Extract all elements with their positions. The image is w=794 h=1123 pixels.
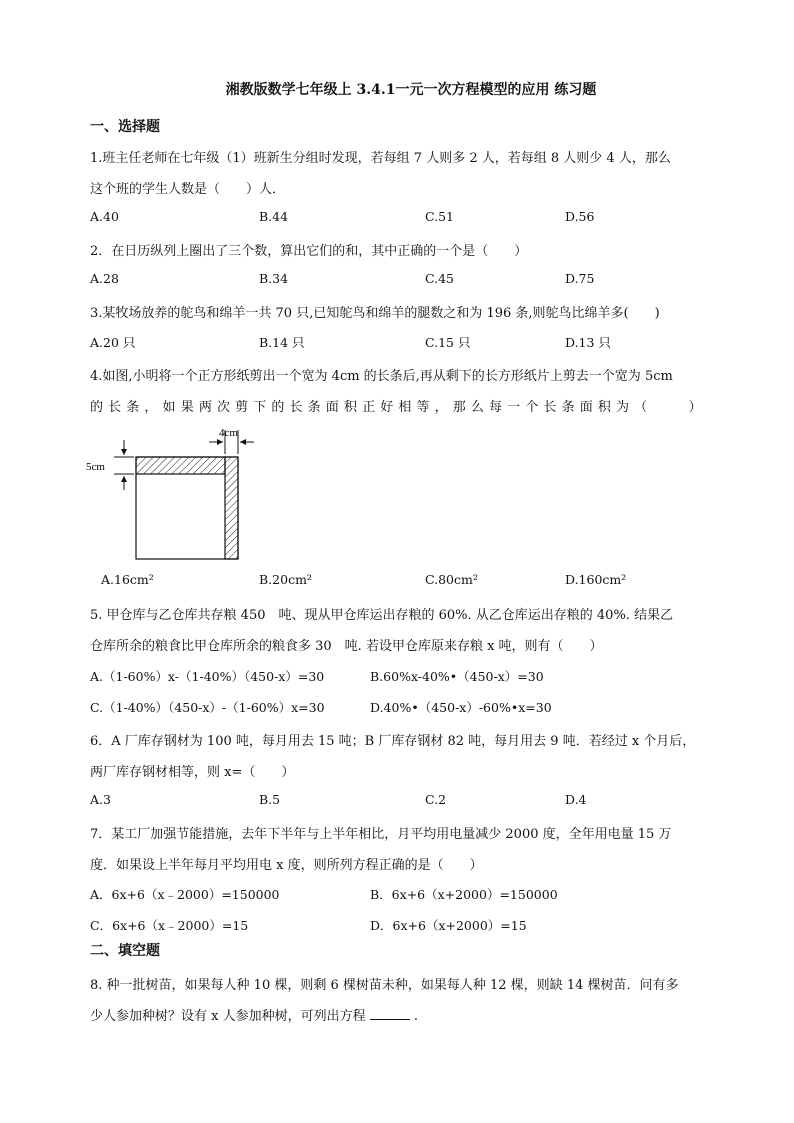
section-heading-fill: 二、填空题: [90, 943, 160, 959]
question-4-line-1: 4.如图,小明将一个正方形纸剪出一个宽为 4cm 的长条后,再从剩下的长方形纸片上剪去一个宽为 5cm: [90, 369, 673, 384]
question-8-line-2-text: 少人参加种树？设有 x 人参加种树，可列出方程: [90, 1009, 366, 1024]
question-5-option-b: B.60%x-40%•（450-x）=30: [370, 669, 544, 684]
question-6-option-c: C.2: [425, 792, 447, 807]
question-7-line-2: 度．如果设上半年每月平均用电 x 度，则所列方程正确的是（ ）: [90, 858, 483, 873]
question-3-option-d: D.13 只: [565, 335, 611, 350]
page-title: 湘教版数学七年级上 3.4.1一元一次方程模型的应用 练习题: [225, 82, 597, 98]
question-5-option-c: C.（1-40%）（450-x）-（1-60%）x=30: [90, 700, 325, 715]
question-6-line-2: 两厂库存钢材相等，则 x=（ ）: [90, 765, 295, 780]
vertical-strip: [225, 457, 238, 559]
question-4-option-c: C.80cm²: [425, 572, 478, 587]
question-4-option-a: A.16cm²: [101, 572, 154, 587]
question-6-line-1: 6．A 厂库存钢材为 100 吨，每月用去 15 吨；B 厂库存钢材 82 吨，每月用去 9 吨．若经过 x 个月后，: [90, 734, 696, 749]
question-2-option-a: A.28: [90, 271, 119, 286]
section-heading-choice: 一、选择题: [90, 119, 160, 135]
question-3-option-c: C.15 只: [425, 335, 471, 350]
label-5cm: 5cm: [86, 461, 105, 473]
question-2-option-b: B.34: [259, 271, 289, 286]
question-8-line-2: [90, 1005, 418, 1024]
question-8-line-1: 8. 种一批树苗，如果每人种 10 棵，则剩 6 棵树苗未种，如果每人种 12 棵，则缺 14 棵树苗．问有多: [90, 978, 679, 993]
question-6-option-d: D.4: [565, 792, 587, 807]
question-8-period: .: [413, 1009, 419, 1024]
question-1-option-b: B.44: [259, 209, 289, 224]
question-7-option-a: A．6x+6（x﹣2000）=150000: [90, 887, 280, 902]
question-3-option-b: B.14 只: [259, 335, 305, 350]
question-7-option-d: D．6x+6（x+2000）=15: [370, 918, 527, 933]
question-1-line-2: 这个班的学生人数是（ ）人．: [90, 182, 286, 197]
question-5-option-a: A.（1-60%）x-（1-40%）（450-x）=30: [90, 669, 325, 684]
question-7-option-b: B．6x+6（x+2000）=150000: [370, 887, 558, 902]
question-5-option-d: D.40%•（450-x）-60%•x=30: [370, 700, 552, 715]
answer-blank[interactable]: [370, 1007, 410, 1020]
question-4-line-2: 的长条，如果两次剪下的长条面积正好相等，那么每一个长条面积为（ ）: [90, 400, 702, 415]
question-1-line-1: 1.班主任老师在七年级（1）班新生分组时发现，若每组 7 人则多 2 人，若每组 8 人则少 4 人，那么: [90, 151, 671, 166]
question-2-option-c: C.45: [425, 271, 454, 286]
question-1-option-c: C.51: [425, 209, 454, 224]
question-5-line-1: 5. 甲仓库与乙仓库共存粮 450 吨、现从甲仓库运出存粮的 60%. 从乙仓库运出存粮的 40%. 结果乙: [90, 608, 674, 623]
question-4-option-d: D.160cm²: [565, 572, 627, 587]
question-3-option-a: A.20 只: [90, 335, 136, 350]
question-1-option-a: A.40: [90, 209, 119, 224]
label-4cm: 4cm: [219, 427, 238, 439]
question-6-option-a: A.3: [90, 792, 111, 807]
question-2-line-1: 2．在日历纵列上圈出了三个数，算出它们的和，其中正确的一个是（ ）: [90, 244, 528, 259]
question-7-option-c: C．6x+6（x﹣2000）=15: [90, 918, 249, 933]
strip-cut-figure: [84, 420, 274, 570]
question-2-option-d: D.75: [565, 271, 595, 286]
question-6-option-b: B.5: [259, 792, 281, 807]
question-5-line-2: 仓库所余的粮食比甲仓库所余的粮食多 30 吨. 若设甲仓库原来存粮 x 吨，则有（ ）: [90, 639, 603, 654]
question-1-option-d: D.56: [565, 209, 595, 224]
question-4-option-b: B.20cm²: [259, 572, 312, 587]
horizontal-strip: [136, 457, 225, 474]
question-7-line-1: 7．某工厂加强节能措施，去年下半年与上半年相比，月平均用电量减少 2000 度，全年用电量 15 万: [90, 827, 672, 842]
question-3-line-1: 3.某牧场放养的鸵鸟和绵羊一共 70 只,已知鸵鸟和绵羊的腿数之和为 196 条,则鸵鸟比绵羊多( ): [90, 306, 660, 321]
